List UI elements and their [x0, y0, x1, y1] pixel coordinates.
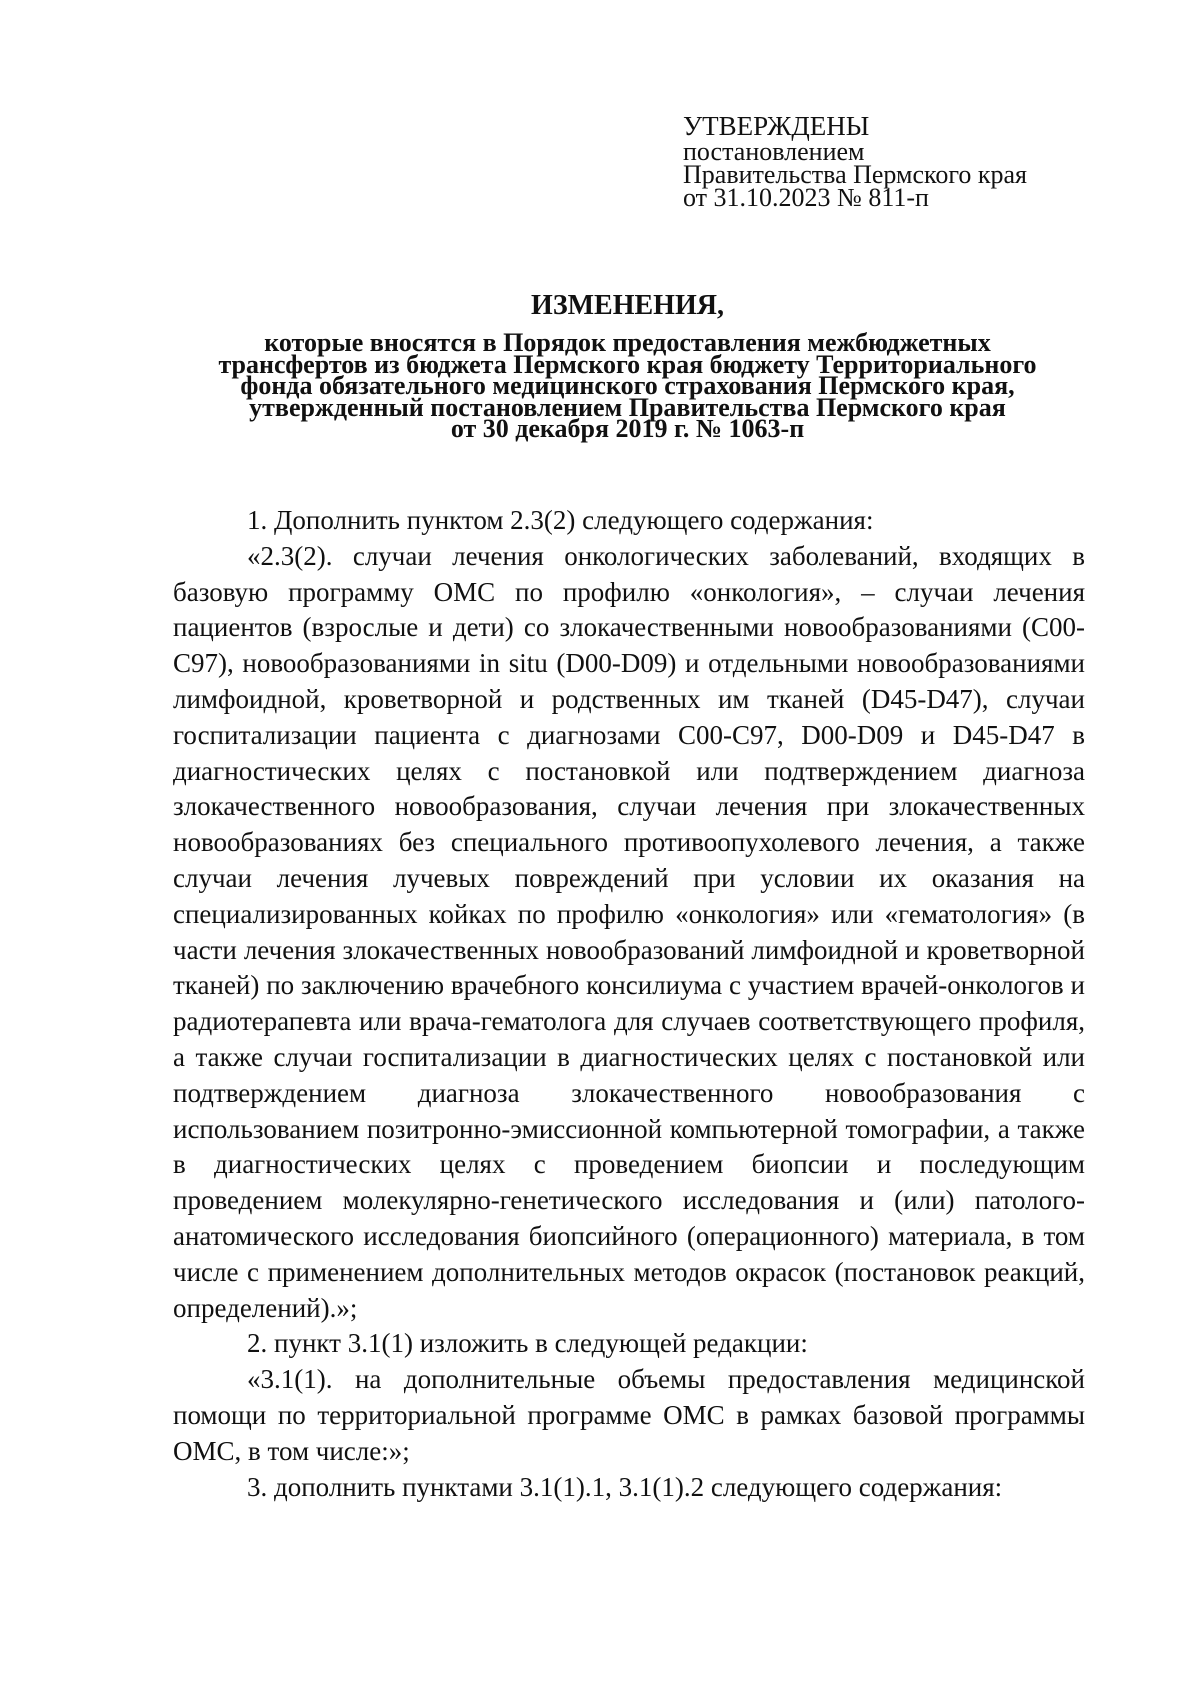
paragraph: 3. дополнить пунктами 3.1(1).1, 3.1(1).2 следующего содержания:	[247, 1471, 1003, 1502]
subtitle-line: трансфертов из бюджета Пермского края бюджету Территориального	[218, 349, 1037, 379]
paragraph: 1. Дополнить пунктом 2.3(2) следующего содержания:	[247, 505, 874, 535]
approval-line: постановлением	[683, 137, 865, 166]
subtitle-line: которые вносятся в Порядок предоставления межбюджетных	[264, 328, 991, 357]
document-title: ИЗМЕНЕНИЯ,	[531, 290, 724, 321]
approval-heading: УТВЕРЖДЕНЫ	[683, 111, 870, 141]
approval-stamp	[683, 111, 1123, 212]
approval-line: Правительства Пермского края	[683, 160, 1027, 189]
paragraph: 2. пункт 3.1(1) изложить в следующей редакции:	[247, 1328, 808, 1359]
paragraph: «2.3(2). случаи лечения онкологических заболеваний, входящих в базовую программу ОМС по профилю «онкология», – случаи лечения пациентов (взрослые и дети) со злокачественными новообразованиями (С00-С97), новообразованиями in situ (D00-D09) и отдельными новообразованиями лимфоидной, кроветворной и родственных им тканей (D45-D47), случаи госпитализации пациента с диагнозами С00-С97, D00-D09 и D45-D47 в диагностических целях с постановкой или подтверждением диагноза злокачественного новообразования, случаи лечения при злокачественных новообразованиях без специального противоопухолевого лечения, а также случаи лечения лучевых повреждений при условии их оказания на специализированных койках по профилю «онкология» или «гематология» (в части лечения злокачественных новообразований лимфоидной и кроветворной тканей) по заключению врачебного консилиума с участием врачей-онкологов и радиотерапевта или врача-гематолога для случаев соответствующего профиля, а также случаи госпитализации в диагностических целях с постановкой или подтверждением диагноза злокачественного новообразования с использованием позитронно-эмиссионной компьютерной томографии, а также в диагностических целях с проведением биопсии и последующим проведением молекулярно-генетического исследования и (или) патолого-анатомического исследования биопсийного (операционного) материала, в том числе с применением дополнительных методов окрасок (постановок реакций, определений).»;	[173, 540, 1085, 1323]
paragraph: «3.1(1). на дополнительные объемы предоставления медицинской помощи по территориальной программе ОМС в рамках базовой программы ОМС, в том числе:»;	[173, 1364, 1085, 1466]
document-subtitle	[110, 328, 1145, 443]
subtitle-line: от 30 декабря 2019 г. № 1063-п	[450, 414, 805, 443]
document-body	[173, 503, 1085, 1505]
approval-date: от 31.10.2023 № 811-п	[683, 183, 929, 212]
subtitle-line: утвержденный постановлением Правительства Пермского края	[249, 392, 1006, 422]
subtitle-line: фонда обязательного медицинского страхования Пермского края,	[240, 371, 1015, 400]
